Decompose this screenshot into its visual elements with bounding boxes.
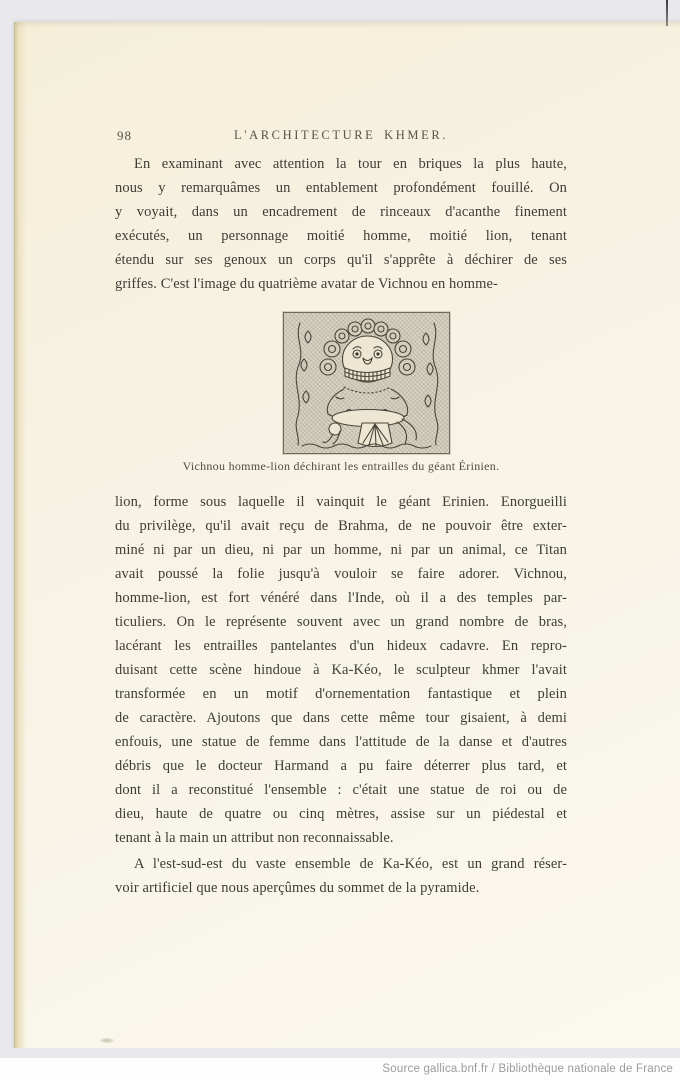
text-line: débris que le docteur Harmand a pu faire déterrer plus tard, et <box>115 758 567 774</box>
text-line: griffes. C'est l'image du quatrième avatar de Vichnou en homme- <box>115 276 498 292</box>
text-line: voir artificiel que nous aperçûmes du sommet de la pyramide. <box>115 880 480 896</box>
text-line: dont il a reconstitué l'ensemble : c'était une statue de roi ou de <box>115 782 567 798</box>
scan-artifact-mark <box>666 0 668 26</box>
running-title: L'ARCHITECTURE KHMER. <box>233 128 448 142</box>
page-top-shade <box>14 22 680 28</box>
text-line: tenant à la main un attribut non reconnaissable. <box>115 830 394 846</box>
text-line: étendu sur ses genoux un corps qu'il s'apprête à déchirer de ses <box>115 252 567 268</box>
text-line: enfouis, une statue de femme dans l'attitude de la danse et d'autres <box>115 734 567 750</box>
text-line: avait poussé la folie jusqu'à vouloir se faire adorer. Vichnou, <box>115 566 567 582</box>
text-line: dieu, haute de quatre ou cinq mètres, assise sur un piédestal et <box>115 806 567 822</box>
text-line: transformée en un motif d'ornementation fantastique et plein <box>115 686 567 702</box>
text-line: lacérant les entrailles pantelantes d'un hideux cadavre. En repro- <box>115 638 567 654</box>
scan-speck <box>100 1038 114 1043</box>
paragraph-3 <box>115 852 567 900</box>
text-line: ticuliers. On le représente souvent avec un grand nombre de bras, <box>115 614 567 630</box>
text-line: de caractère. Ajoutons que dans cette même tour gisaient, à demi <box>115 710 567 726</box>
page-header <box>115 128 567 146</box>
figure-engraving <box>283 312 450 454</box>
text-line: En examinant avec attention la tour en briques la plus haute, <box>134 156 567 172</box>
source-attribution: Source gallica.bnf.fr / Bibliothèque nationale de France <box>382 1063 673 1075</box>
text-line: exécutés, un personnage moitié homme, moitié lion, tenant <box>115 228 567 244</box>
text-line: du privilège, qu'il avait reçu de Brahma, de ne pouvoir être exter- <box>115 518 567 534</box>
paragraph-2 <box>115 490 567 850</box>
text-line: homme-lion, est fort vénéré dans l'Inde, où il a des temples par- <box>115 590 567 606</box>
book-page <box>14 22 680 1048</box>
page-left-edge <box>14 22 27 1048</box>
text-line: y voyait, dans un encadrement de rinceaux d'acanthe finement <box>115 204 567 220</box>
paragraph-1 <box>115 152 567 296</box>
text-line: nous y remarquâmes un entablement profondément fouillé. On <box>115 180 567 196</box>
engraving-drawing <box>284 313 449 453</box>
figure-caption: Vichnou homme-lion déchirant les entrailles du géant Érinien. <box>182 459 500 473</box>
text-line: lion, forme sous laquelle il vainquit le géant Erinien. Enorgueilli <box>115 494 567 510</box>
gallica-footer <box>0 1058 680 1080</box>
text-line: miné ni par un dieu, ni par un homme, ni par un animal, ce Titan <box>115 542 567 558</box>
page-number: 98 <box>117 128 132 143</box>
text-line: duisant cette scène hindoue à Ka-Kéo, le sculpteur khmer l'avait <box>115 662 567 678</box>
footer-gap <box>0 1048 680 1058</box>
text-line: A l'est-sud-est du vaste ensemble de Ka-Kéo, est un grand réser- <box>134 856 567 872</box>
